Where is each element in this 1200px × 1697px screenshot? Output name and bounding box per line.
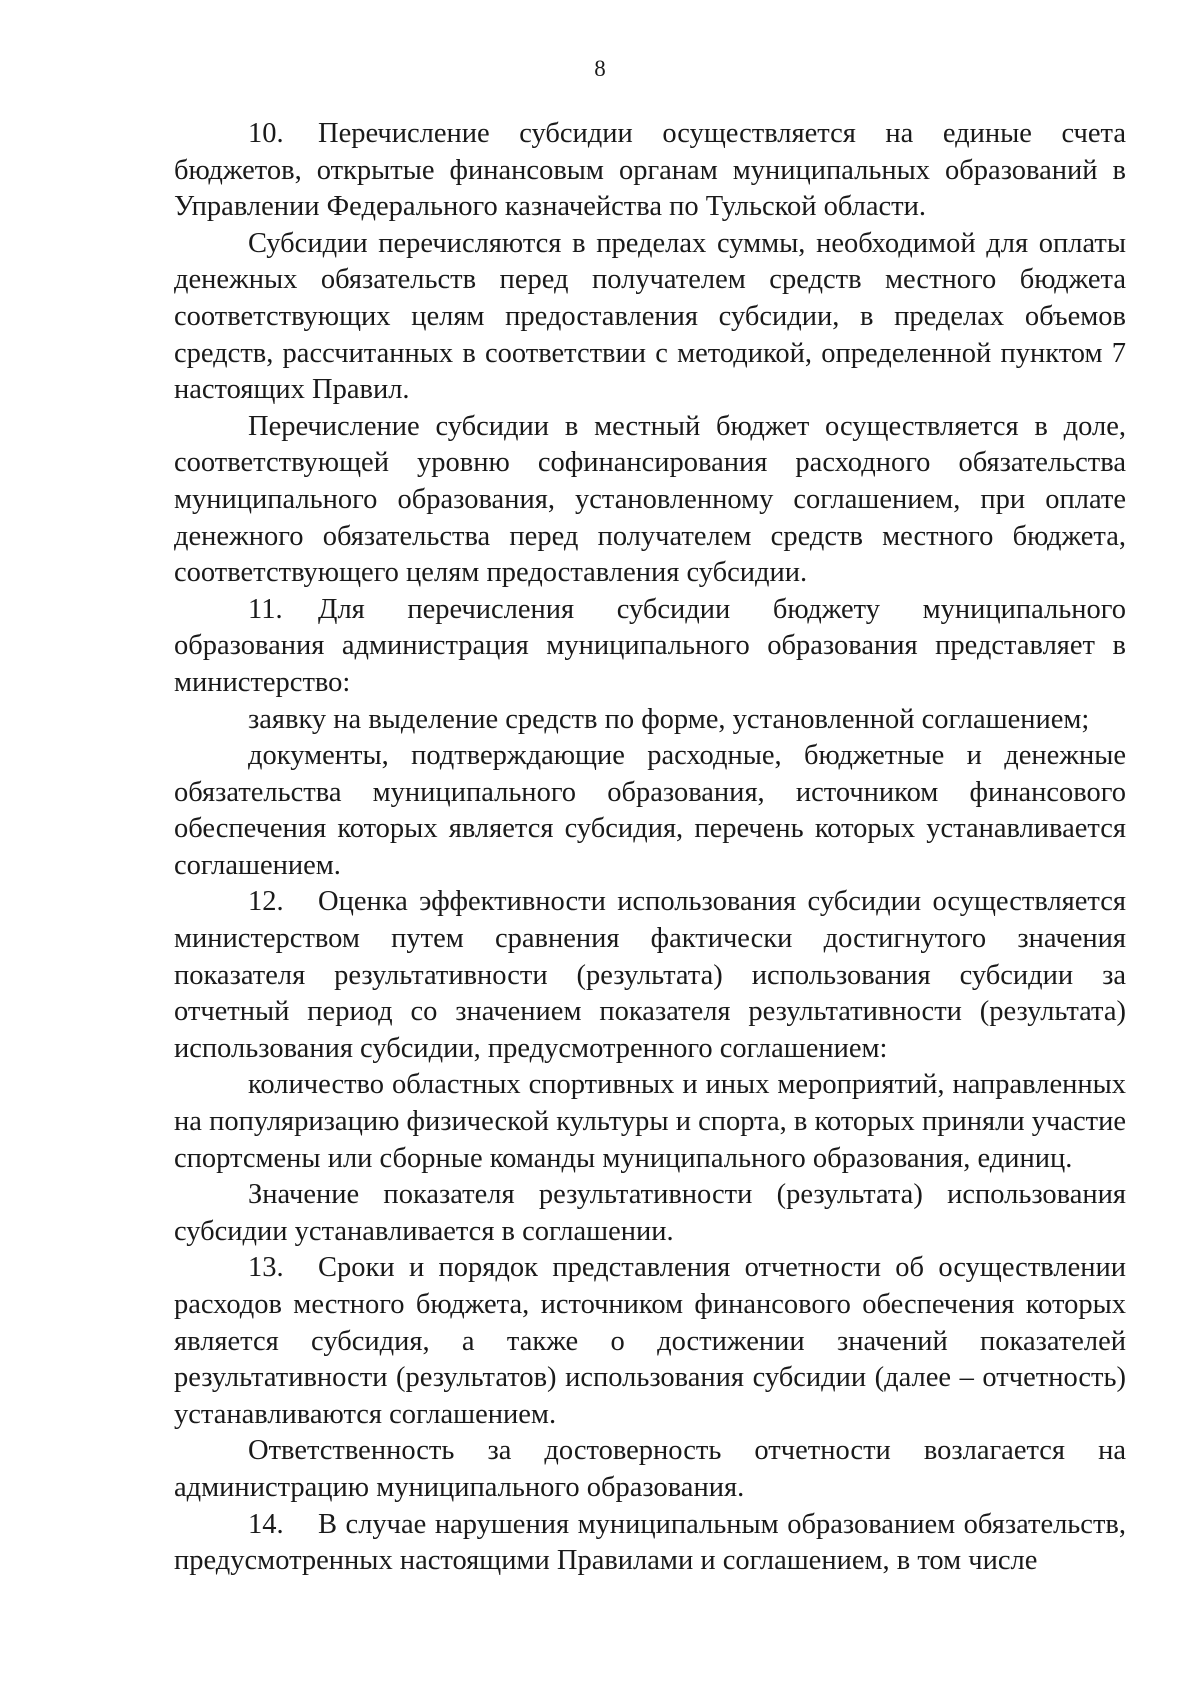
paragraph-text: Оценка эффективности использования субсидии осуществляется министерством путем сравнения фактически достигнутого значения показателя результативности (результата) использования субсидии за отчетный период со значением показателя результативности (результата) использования субсидии, предусмотренного соглашением: — [174, 886, 1126, 1064]
paragraph — [174, 1433, 1126, 1506]
paragraph-text: Значение показателя результативности (результата) использования субсидии устанавливается в соглашении. — [174, 1179, 1126, 1247]
paragraph-text: Субсидии перечисляются в пределах суммы, необходимой для оплаты денежных обязательств перед получателем средств местного бюджета соответствующих целям предоставления субсидии, в пределах объемов средств, рассчитанных в соответствии с методикой, определенной пунктом 7 настоящих Правил. — [174, 227, 1126, 406]
paragraph-text: заявку на выделение средств по форме, установленной соглашением; — [248, 703, 1090, 735]
paragraph — [174, 1177, 1126, 1250]
paragraph-text: Сроки и порядок представления отчетности об осуществлении расходов местного бюджета, источником финансового обеспечения которых является субсидия, а также о достижении значений показателей результативности (результатов) использования субсидии (далее – отчетность) устанавливаются соглашением. — [174, 1252, 1126, 1430]
page-number: 8 — [594, 56, 606, 81]
paragraph-13 — [174, 1250, 1126, 1433]
paragraph-text: Перечисление субсидии осуществляется на единые счета бюджетов, открытые финансовым органам муниципальных образований в Управлении Федерального казначейства по Тульской области. — [174, 118, 1126, 223]
paragraph-14 — [174, 1507, 1126, 1580]
paragraph-text: документы, подтверждающие расходные, бюджетные и денежные обязательства муниципального образования, источником финансового обеспечения которых является субсидия, перечень которых устанавливается соглашением. — [174, 740, 1126, 881]
paragraph-text: Ответственность за достоверность отчетности возлагается на администрацию муниципального образования. — [174, 1435, 1126, 1503]
paragraph — [174, 1067, 1126, 1177]
paragraph — [174, 409, 1126, 592]
paragraph-text: Перечисление субсидии в местный бюджет осуществляется в доле, соответствующей уровню софинансирования расходного обязательства муниципального образования, установленному соглашением, при оплате денежного обязательства перед получателем средств местного бюджета, соответствующего целям предоставления субсидии. — [174, 410, 1126, 589]
paragraph-text: количество областных спортивных и иных мероприятий, направленных на популяризацию физической культуры и спорта, в которых приняли участие спортсмены или сборные команды муниципального образования, единиц. — [174, 1069, 1126, 1174]
paragraph — [174, 738, 1126, 884]
clause-number: 13. — [248, 1252, 284, 1284]
paragraph — [174, 226, 1126, 409]
paragraph-text: В случае нарушения муниципальным образованием обязательств, предусмотренных настоящими Правилами и соглашением, в том числе — [174, 1508, 1126, 1577]
paragraph-10 — [174, 116, 1126, 226]
document-body — [174, 116, 1126, 1580]
clause-number: 14. — [248, 1508, 284, 1540]
clause-number: 12. — [248, 886, 284, 918]
clause-number: 10. — [248, 118, 284, 149]
paragraph-text: Для перечисления субсидии бюджету муниципального образования администрация муниципального образования представляет в министерство: — [174, 593, 1126, 698]
clause-number: 11. — [248, 593, 283, 625]
paragraph — [174, 702, 1126, 739]
paragraph-12 — [174, 884, 1126, 1067]
paragraph-11 — [174, 592, 1126, 702]
